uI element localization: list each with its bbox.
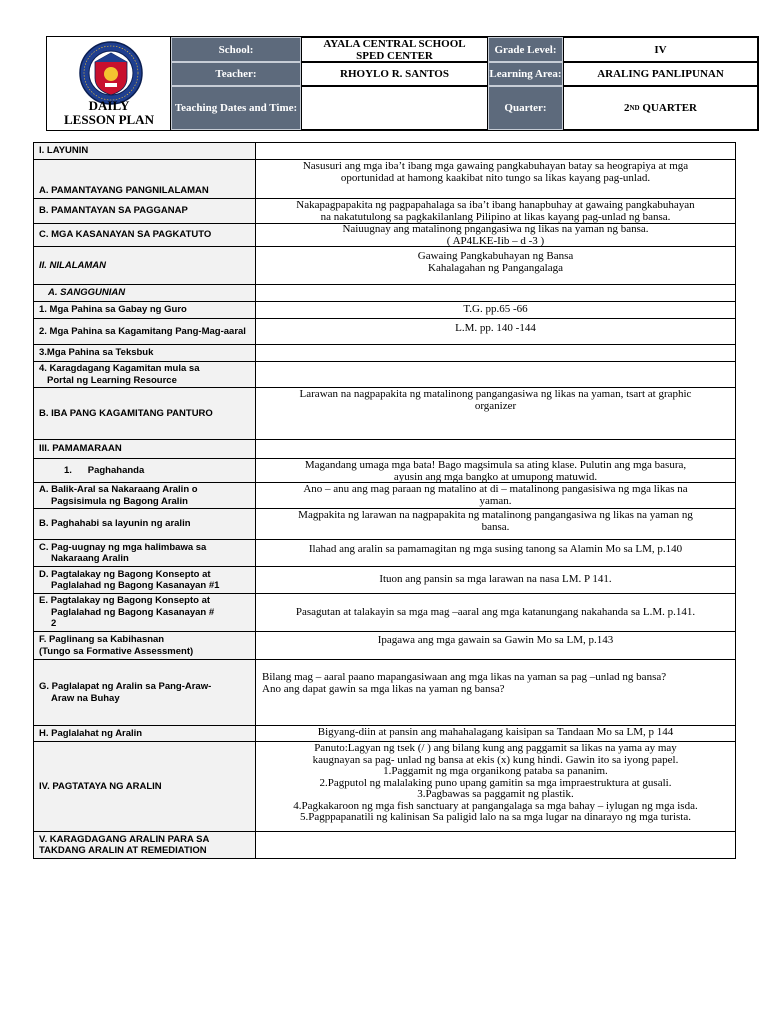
daily-lesson-plan-title: DAILY LESSON PLAN bbox=[64, 98, 154, 127]
header-table bbox=[46, 36, 759, 131]
row-content bbox=[256, 345, 735, 361]
row-content: T.G. pp.65 -66 bbox=[463, 303, 528, 316]
row-label: A. PAMANTAYANG PANGNILALAMAN bbox=[34, 160, 256, 198]
table-row bbox=[34, 143, 735, 160]
row-label: E. Pagtalakay ng Bagong Konsepto at Paglalahad ng Bagong Kasanayan # 2 bbox=[34, 594, 256, 631]
row-label: C. Pag-uugnay ng mga halimbawa sa Nakaraang Aralin bbox=[34, 540, 256, 566]
learning-area-label: Learning Area: bbox=[488, 62, 563, 86]
grade-level-value: IV bbox=[563, 37, 758, 62]
row-label: A. SANGGUNIAN bbox=[34, 285, 256, 301]
table-row bbox=[34, 832, 735, 858]
row-content: Nasusuri ang mga iba’t ibang mga gawaing pangkabuhayan batay sa heograpiya at mga oportunidad at hamong kaakibat nito tungo sa likas kayang pag-unlad. bbox=[302, 160, 689, 184]
row-content: Pasagutan at talakayin sa mga mag –aaral ang mga katanungang nakahanda sa L.M. p.141. bbox=[295, 605, 696, 618]
table-row bbox=[34, 160, 735, 199]
table-row bbox=[34, 742, 735, 832]
table-row bbox=[34, 660, 735, 726]
row-label: B. Paghahabi sa layunin ng aralin bbox=[34, 509, 256, 539]
row-content: L.M. pp. 140 -144 bbox=[455, 322, 536, 334]
school-label: School: bbox=[171, 37, 301, 62]
row-content: Gawaing Pangkabuhayan ng Bansa Kahalagahan ng Pangangalaga bbox=[417, 250, 574, 274]
table-row bbox=[34, 632, 735, 660]
teacher-value: RHOYLO R. SANTOS bbox=[301, 62, 488, 86]
row-content: Magandang umaga mga bata! Bago magsimula sa ating klase. Pulutin ang mga basura, ayusin ang mga bangko at umupong matuwid. bbox=[304, 459, 687, 483]
table-row bbox=[34, 199, 735, 224]
deped-seal-icon bbox=[78, 40, 144, 106]
row-content: Ilahad ang aralin sa pamamagitan ng mga susing tanong sa Alamin Mo sa LM, p.140 bbox=[308, 543, 683, 555]
row-label: 3.Mga Pahina sa Teksbuk bbox=[34, 345, 256, 361]
row-label: 1. Mga Pahina sa Gabay ng Guro bbox=[34, 302, 256, 318]
row-label: I. LAYUNIN bbox=[34, 143, 256, 159]
row-label: A. Balik-Aral sa Nakaraang Aralin o Pagsisimula ng Bagong Aralin bbox=[34, 483, 256, 508]
row-content: Larawan na nagpapakita ng matalinong pangangasiwa ng likas na yaman, tsart at graphic organizer bbox=[299, 388, 692, 412]
row-content: Nakapagpapakita ng pagpapahalaga sa iba’t ibang hanapbuhay at gawaing pangkabuhayan na nakatutulong sa pagkakilanlang Pilipino at likas kayang pag-unlad ng bansa. bbox=[296, 199, 695, 223]
table-row bbox=[34, 483, 735, 509]
teaching-dates-label: Teaching Dates and Time: bbox=[171, 86, 301, 130]
learning-area-value: ARALING PANLIPUNAN bbox=[563, 62, 758, 86]
row-content bbox=[256, 440, 735, 458]
table-row bbox=[34, 362, 735, 388]
row-content: Bigyang-diin at pansin ang mahahalagang kaisipan sa Tandaan Mo sa LM, p 144 bbox=[317, 726, 674, 738]
row-content: Ipagawa ang mga gawain sa Gawin Mo sa LM, p.143 bbox=[377, 634, 614, 646]
row-content bbox=[256, 285, 735, 301]
row-label: V. KARAGDAGANG ARALIN PARA SA TAKDANG ARALIN AT REMEDIATION bbox=[34, 832, 256, 858]
row-label: H. Paglalahat ng Aralin bbox=[34, 726, 256, 741]
row-content: Ituon ang pansin sa mga larawan na nasa LM. P 141. bbox=[379, 573, 612, 586]
teacher-label: Teacher: bbox=[171, 62, 301, 86]
row-label: G. Paglalapat ng Aralin sa Pang-Araw- Araw na Buhay bbox=[34, 660, 256, 725]
table-row bbox=[34, 247, 735, 285]
row-content bbox=[256, 143, 735, 159]
row-content: Ano – anu ang mag paraan ng matalino at di – matalinong pangasisiwa ng mga likas na yaman. bbox=[303, 483, 688, 507]
row-content: Magpakita ng larawan na nagpapakita ng matalinong pangangasiwa ng likas na yaman ng bansa. bbox=[298, 509, 693, 533]
teaching-dates-value bbox=[301, 86, 488, 130]
table-row bbox=[34, 440, 735, 459]
table-row bbox=[34, 726, 735, 742]
row-label: 1. Paghahanda bbox=[34, 459, 256, 482]
school-value: AYALA CENTRAL SCHOOL SPED CENTER bbox=[301, 37, 488, 62]
row-label: III. PAMAMARAAN bbox=[34, 440, 256, 458]
row-content: Panuto:Lagyan ng tsek (/ ) ang bilang kung ang paggamit sa likas na yama ay may kaugnayan sa pag- unlad ng bansa at ekis (x) kung hindi. Gawin ito sa iyong papel. 1.Paggamit ng mga organikong pataba sa pananim. 2.Pagputol ng malalaking puno upang gamitin sa mga impraestruktura at gusali. 3.Pagbawas sa paggamit ng plastik. 4.Pagkakaroon ng mga fish sanctuary at pangangalaga sa mga bahay – iylugan ng mga isda. 5.Pagppapanatili ng kalinisan Sa paligid lalo na sa mga lugar na dinarayo ng mga turista. bbox=[293, 742, 698, 823]
lesson-plan-table bbox=[33, 142, 736, 859]
table-row bbox=[34, 388, 735, 440]
quarter-label: Quarter: bbox=[488, 86, 563, 130]
table-row bbox=[34, 319, 735, 345]
table-row bbox=[34, 567, 735, 594]
row-content: Naiuugnay ang matalinong pngangasiwa ng likas na yaman ng bansa. ( AP4LKE-Iib – d -3 ) bbox=[342, 223, 649, 247]
table-row bbox=[34, 459, 735, 483]
row-content: Bilang mag – aaral paano mapangasiwaan ang mga likas na yaman sa pag –unlad ng bansa? Ano ang dapat gawin sa mga likas na yaman ng bansa? bbox=[262, 671, 667, 695]
table-row bbox=[34, 285, 735, 302]
row-label: C. MGA KASANAYAN SA PAGKATUTO bbox=[34, 224, 256, 246]
quarter-value: 2 ND QUARTER bbox=[563, 86, 758, 130]
table-row bbox=[34, 302, 735, 319]
table-row bbox=[34, 594, 735, 632]
row-label: 4. Karagdagang Kagamitan mula sa Portal ng Learning Resource bbox=[34, 362, 256, 387]
row-content bbox=[256, 832, 735, 858]
row-label: B. IBA PANG KAGAMITANG PANTURO bbox=[34, 388, 256, 439]
table-row bbox=[34, 224, 735, 247]
row-label: F. Paglinang sa Kabihasnan (Tungo sa Formative Assessment) bbox=[34, 632, 256, 659]
table-row bbox=[34, 540, 735, 567]
row-label: B. PAMANTAYAN SA PAGGANAP bbox=[34, 199, 256, 223]
table-row bbox=[34, 509, 735, 540]
row-label: II. NILALAMAN bbox=[34, 247, 256, 284]
row-label: 2. Mga Pahina sa Kagamitang Pang-Mag-aaral bbox=[34, 319, 256, 344]
header-grid bbox=[171, 37, 758, 130]
table-row bbox=[34, 345, 735, 362]
row-label: IV. PAGTATAYA NG ARALIN bbox=[34, 742, 256, 831]
grade-level-label: Grade Level: bbox=[488, 37, 563, 62]
row-content bbox=[256, 362, 735, 387]
row-label: D. Pagtalakay ng Bagong Konsepto at Paglalahad ng Bagong Kasanayan #1 bbox=[34, 567, 256, 593]
logo-cell bbox=[47, 37, 171, 130]
